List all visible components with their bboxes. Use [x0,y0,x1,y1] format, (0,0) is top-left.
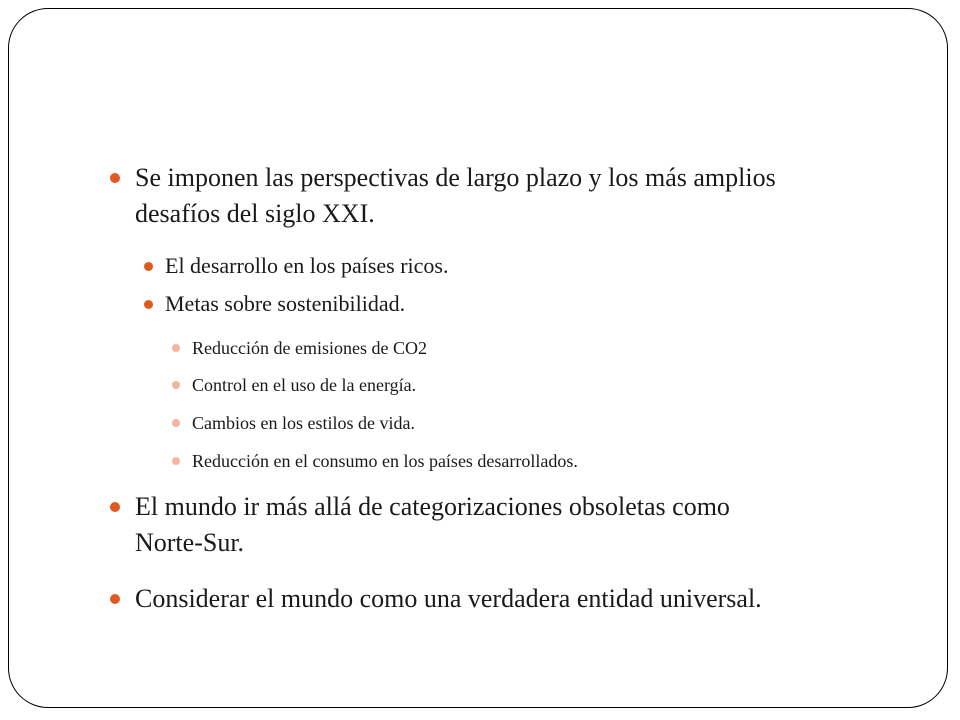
bullet-dot-icon [172,419,180,427]
bullet-dot-icon [110,502,120,512]
bullet-text-line: El mundo ir más allá de categorizaciones obsoletas como [135,492,730,521]
bullet-text-line: Norte-Sur. [135,528,245,557]
bullet-dot-icon [172,381,180,389]
bullet-text-line: Metas sobre sostenibilidad. [165,291,406,316]
bullet-text-line: Considerar el mundo como una verdadera entidad universal. [135,584,762,613]
bullet-text-line: Reducción de emisiones de CO2 [192,338,427,358]
bullet-dot-icon [144,300,153,309]
bullet-dot-icon [172,344,180,352]
bullet-dot-icon [110,173,120,183]
bullet-text-line: desafíos del siglo XXI. [135,199,375,228]
bullet-text-line: Reducción en el consumo en los países desarrollados. [192,451,578,471]
bullet-text-line: Control en el uso de la energía. [192,375,417,395]
bullet-text-line: Se imponen las perspectivas de largo plazo y los más amplios [135,163,776,192]
bullet-dot-icon [110,594,120,604]
bullet-text-line: Cambios en los estilos de vida. [192,413,415,433]
bullet-dot-icon [144,262,153,271]
bullet-dot-icon [172,457,180,465]
bullet-text-line: El desarrollo en los países ricos. [165,253,449,278]
